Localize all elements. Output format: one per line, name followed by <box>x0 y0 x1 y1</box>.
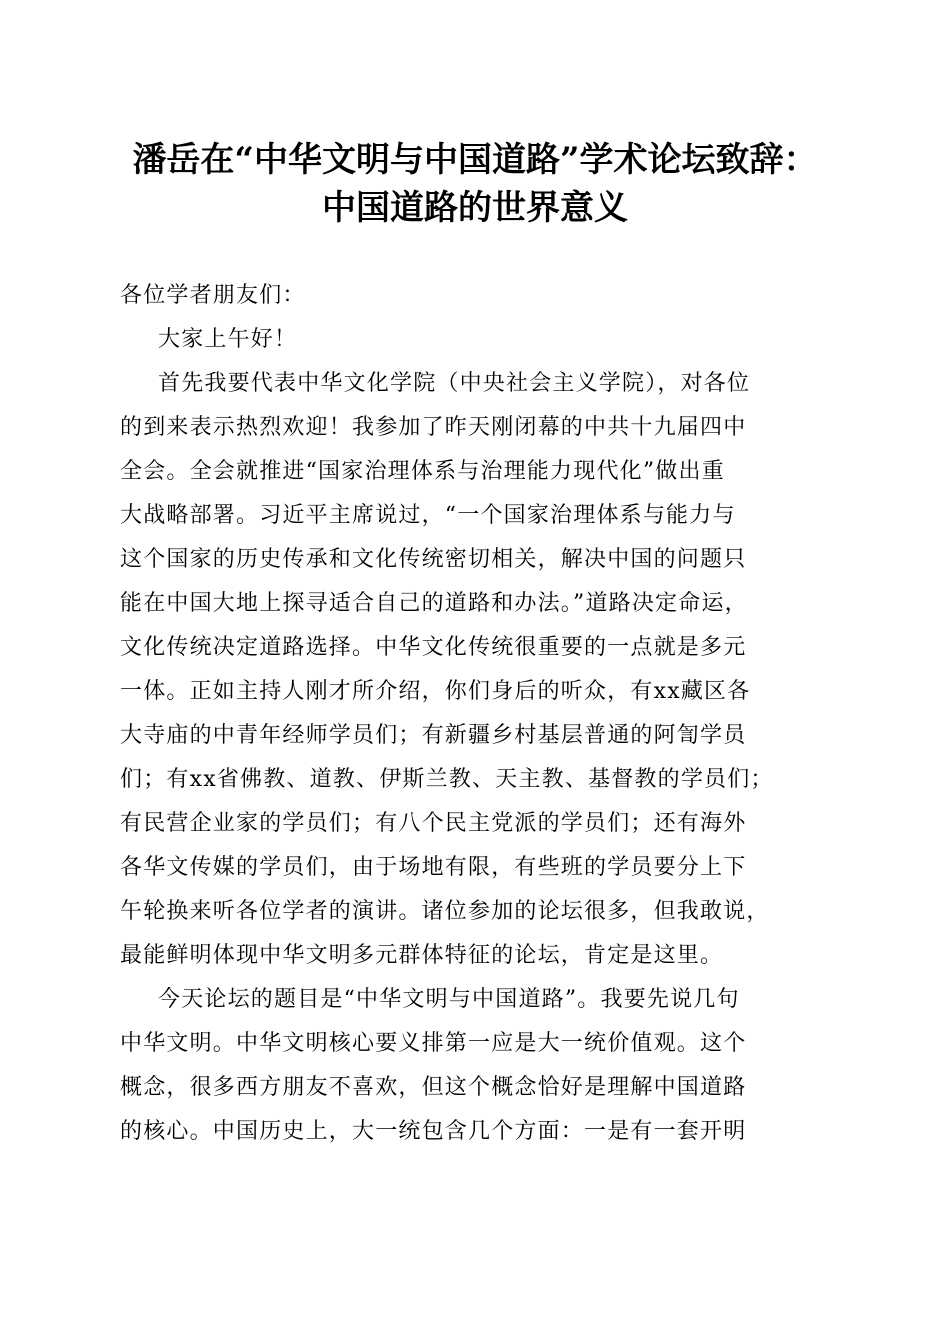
paragraph-1-line: 这个国家的历史传承和文化传统密切相关，解决中国的问题只 <box>120 547 747 572</box>
greeting: 大家上午好！ <box>158 327 298 352</box>
paragraph-1-line: 文化传统决定道路选择。中华文化传统很重要的一点就是多元 <box>120 635 747 660</box>
document-title-line-2: 中国道路的世界意义 <box>322 188 628 228</box>
paragraph-1-line: 首先我要代表中华文化学院（中央社会主义学院），对各位 <box>158 371 751 396</box>
paragraph-2-line: 的核心。中国历史上，大一统包含几个方面：一是有一套开明 <box>120 1119 747 1144</box>
paragraph-1-line: 的到来表示热烈欢迎！我参加了昨天刚闭幕的中共十九届四中 <box>120 415 747 440</box>
paragraph-2-line: 中华文明。中华文明核心要义排第一应是大一统价值观。这个 <box>120 1031 747 1056</box>
paragraph-1-line: 有民营企业家的学员们；有八个民主党派的学员们；还有海外 <box>120 811 747 836</box>
paragraph-2-line: 概念，很多西方朋友不喜欢，但这个概念恰好是理解中国道路 <box>120 1075 747 1100</box>
document-title-line-1: 潘岳在“中华文明与中国道路”学术论坛致辞： <box>132 140 818 180</box>
salutation: 各位学者朋友们： <box>120 283 306 308</box>
paragraph-1-line: 最能鲜明体现中华文明多元群体特征的论坛，肯定是这里。 <box>120 943 724 968</box>
paragraph-1-line: 一体。正如主持人刚才所介绍，你们身后的听众，有xx藏区各 <box>120 679 751 704</box>
paragraph-1-line: 各华文传媒的学员们，由于场地有限，有些班的学员要分上下 <box>120 855 747 880</box>
paragraph-1-line: 能在中国大地上探寻适合自己的道路和办法。”道路决定命运， <box>120 591 748 616</box>
paragraph-2-line: 今天论坛的题目是“中华文明与中国道路”。我要先说几句 <box>158 987 740 1012</box>
paragraph-1-line: 大战略部署。习近平主席说过，“一个国家治理体系与能力与 <box>120 503 736 528</box>
paragraph-1-line: 们；有xx省佛教、道教、伊斯兰教、天主教、基督教的学员们； <box>120 767 774 792</box>
paragraph-1-line: 大寺庙的中青年经师学员们；有新疆乡村基层普通的阿訇学员 <box>120 723 747 748</box>
paragraph-1-line: 全会。全会就推进“国家治理体系与治理能力现代化”做出重 <box>120 459 725 484</box>
paragraph-1-line: 午轮换来听各位学者的演讲。诸位参加的论坛很多，但我敢说， <box>120 899 770 924</box>
